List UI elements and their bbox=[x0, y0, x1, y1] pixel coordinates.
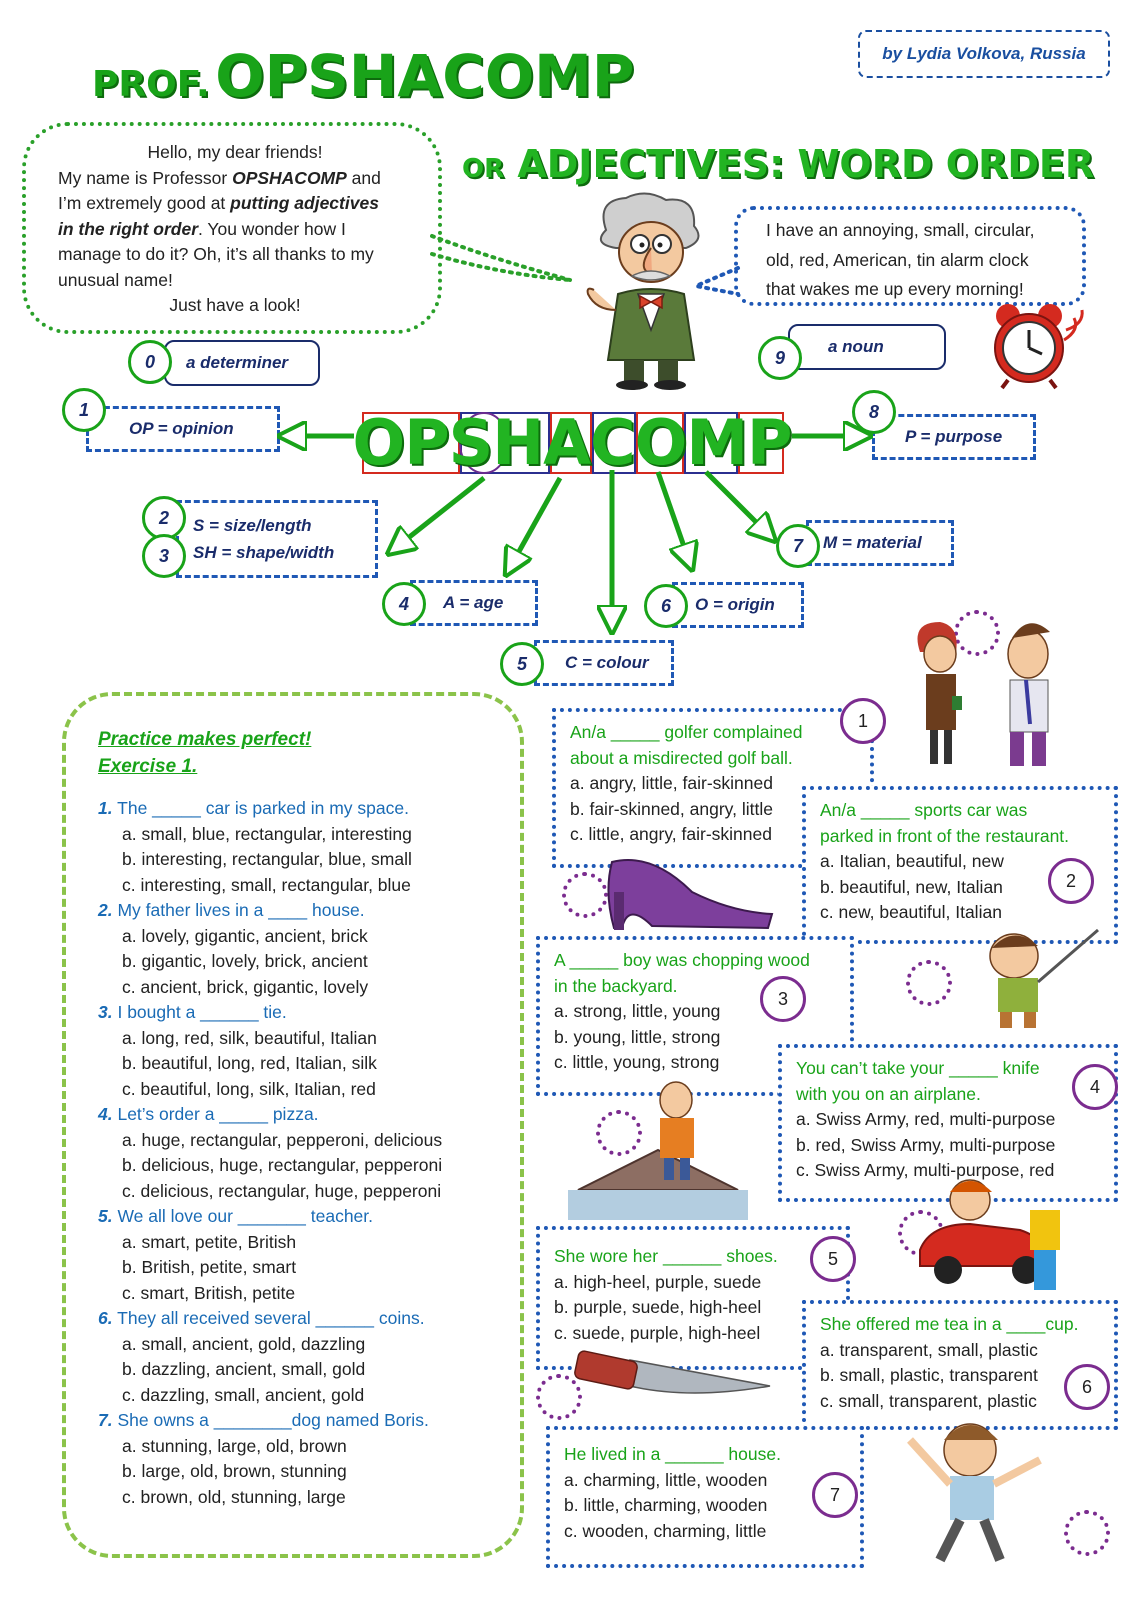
question-option[interactable]: b. delicious, huge, rectangular, pepperoni bbox=[122, 1155, 443, 1175]
author-credit: by Lydia Volkova, Russia bbox=[858, 30, 1110, 78]
practice-content bbox=[98, 726, 518, 1510]
card-num-1: 1 bbox=[840, 698, 886, 744]
alarm-clock-illustration bbox=[988, 300, 1088, 390]
card-num-3: 3 bbox=[760, 976, 806, 1022]
card-stem: You can’t take your _____ knife bbox=[796, 1058, 1040, 1078]
speech-line: that wakes me up every morning! bbox=[766, 279, 1024, 299]
question-option[interactable]: a. lovely, gigantic, ancient, brick bbox=[122, 925, 368, 946]
card-stem: in the backyard. bbox=[554, 975, 678, 996]
question-option[interactable]: c. delicious, rectangular, huge, pepperoni bbox=[122, 1180, 442, 1201]
scheme-label-age: A = age bbox=[410, 580, 538, 626]
question-4 bbox=[98, 1102, 518, 1128]
card-stem: An/a _____ golfer complained bbox=[570, 722, 803, 742]
speech-line: I have an annoying, small, circular, bbox=[766, 220, 1035, 240]
question-option[interactable]: c. brown, old, stunning, large bbox=[122, 1486, 346, 1507]
office-people-illustration bbox=[900, 612, 1080, 772]
card-num-6: 6 bbox=[1064, 1364, 1110, 1410]
subtitle-or: OR bbox=[462, 154, 505, 184]
question-1 bbox=[98, 796, 518, 822]
question-option[interactable]: b. dazzling, ancient, small, gold bbox=[122, 1359, 366, 1379]
exercise-title: Exercise 1. bbox=[98, 756, 198, 777]
question-option[interactable]: b. British, petite, smart bbox=[122, 1257, 297, 1277]
scheme-label-shape: SH = shape/width bbox=[193, 543, 335, 562]
page-subtitle bbox=[462, 142, 1094, 186]
card-num-7: 7 bbox=[812, 1472, 858, 1518]
question-option[interactable]: b. large, old, brown, stunning bbox=[122, 1461, 347, 1481]
question-3 bbox=[98, 1000, 518, 1026]
card-option: b. small, plastic, transparent bbox=[820, 1365, 1038, 1385]
card-option: c. little, angry, fair-skinned bbox=[570, 824, 772, 844]
question-option[interactable]: a. smart, petite, British bbox=[122, 1231, 297, 1252]
card-stem: A _____ boy was chopping wood bbox=[554, 950, 810, 970]
answer-circle-3[interactable] bbox=[906, 960, 952, 1006]
scheme-num-2: 2 bbox=[142, 496, 186, 540]
high-heel-shoe-illustration bbox=[592, 842, 782, 932]
scheme-label-opinion: OP = opinion bbox=[86, 406, 280, 452]
card-stem: parked in front of the restaurant. bbox=[820, 825, 1070, 846]
speech-tail-left bbox=[430, 228, 580, 288]
card-option: a. transparent, small, plastic bbox=[820, 1339, 1038, 1360]
card-option: b. purple, suede, high-heel bbox=[554, 1297, 762, 1317]
speech-bubble-professor bbox=[22, 122, 442, 334]
card-stem: He lived in a ______ house. bbox=[564, 1444, 781, 1464]
card-option: a. Italian, beautiful, new bbox=[820, 851, 1004, 871]
speech-line: old, red, American, tin alarm clock bbox=[766, 249, 1029, 270]
title-name: OPSHACOMP bbox=[215, 42, 635, 110]
question-6 bbox=[98, 1306, 518, 1332]
question-text: She owns a ________dog named Boris. bbox=[112, 1410, 429, 1430]
card-option: a. Swiss Army, red, multi-purpose bbox=[796, 1109, 1056, 1129]
scheme-num-4: 4 bbox=[382, 582, 426, 626]
question-option[interactable]: a. small, ancient, gold, dazzling bbox=[122, 1333, 366, 1354]
card-stem: An/a _____ sports car was bbox=[820, 800, 1028, 820]
question-text: We all love our _______ teacher. bbox=[112, 1206, 374, 1226]
question-option[interactable]: b. gigantic, lovely, brick, ancient bbox=[122, 951, 368, 971]
boy-jumping-illustration bbox=[880, 1400, 1070, 1570]
practice-title: Practice makes perfect! bbox=[98, 729, 312, 750]
scheme-center-word: OPSHACOMP bbox=[352, 405, 792, 479]
speech-line: unusual name! bbox=[58, 269, 173, 290]
card-option: c. wooden, charming, little bbox=[564, 1520, 767, 1541]
question-option[interactable]: c. ancient, brick, gigantic, lovely bbox=[122, 976, 369, 997]
knife-illustration bbox=[570, 1340, 780, 1410]
scheme-num-0: 0 bbox=[128, 340, 172, 384]
card-option: a. high-heel, purple, suede bbox=[554, 1271, 762, 1292]
card-option: b. fair-skinned, angry, little bbox=[570, 798, 773, 819]
title-prefix: PROF. bbox=[92, 64, 210, 105]
card-option: a. angry, little, fair-skinned bbox=[570, 773, 773, 793]
question-option[interactable]: c. interesting, small, rectangular, blue bbox=[122, 874, 411, 895]
card-stem: She offered me tea in a ____cup. bbox=[820, 1314, 1079, 1334]
scheme-arrows bbox=[0, 380, 1131, 640]
card-option: b. red, Swiss Army, multi-purpose bbox=[796, 1134, 1056, 1155]
question-list bbox=[98, 796, 518, 1510]
card-num-2: 2 bbox=[1048, 858, 1094, 904]
question-2 bbox=[98, 898, 518, 924]
card-num-5: 5 bbox=[810, 1236, 856, 1282]
scheme-num-7: 7 bbox=[776, 524, 820, 568]
scheme-num-5: 5 bbox=[500, 642, 544, 686]
question-text: They all received several ______ coins. bbox=[112, 1308, 425, 1328]
scheme-label-size: S = size/length bbox=[193, 516, 312, 535]
scheme-num-9: 9 bbox=[758, 336, 802, 380]
question-number: 2. bbox=[98, 900, 113, 920]
page-title bbox=[92, 42, 634, 110]
question-number: 3. bbox=[98, 1002, 113, 1022]
speech-line: Hello, my dear friends! bbox=[147, 142, 323, 162]
card-stem: with you on an airplane. bbox=[796, 1083, 981, 1104]
question-5 bbox=[98, 1204, 518, 1230]
question-option[interactable]: c. beautiful, long, silk, Italian, red bbox=[122, 1078, 376, 1099]
scheme-label-determiner: a determiner bbox=[164, 340, 320, 386]
question-number: 4. bbox=[98, 1104, 113, 1124]
card-option: a. strong, little, young bbox=[554, 1001, 721, 1021]
question-text: I bought a ______ tie. bbox=[112, 1002, 287, 1022]
question-text: Let’s order a _____ pizza. bbox=[112, 1104, 319, 1124]
golfer-illustration bbox=[958, 920, 1108, 1030]
question-number: 1. bbox=[98, 798, 113, 818]
card-option: c. Swiss Army, multi-purpose, red bbox=[796, 1160, 1055, 1180]
scheme-num-6: 6 bbox=[644, 584, 688, 628]
card-option: b. young, little, strong bbox=[554, 1026, 721, 1047]
question-number: 5. bbox=[98, 1206, 113, 1226]
professor-illustration bbox=[566, 190, 736, 390]
card-option: a. charming, little, wooden bbox=[564, 1469, 768, 1490]
sports-car-illustration bbox=[910, 1170, 1080, 1300]
scheme-label-origin: O = origin bbox=[672, 582, 804, 628]
question-option[interactable]: a. stunning, large, old, brown bbox=[122, 1435, 347, 1456]
card-option: c. suede, purple, high-heel bbox=[554, 1322, 761, 1343]
question-number: 6. bbox=[98, 1308, 113, 1328]
question-option[interactable]: c. smart, British, petite bbox=[122, 1282, 296, 1303]
scheme-label-material: M = material bbox=[806, 520, 954, 566]
scheme-label-purpose: P = purpose bbox=[872, 414, 1036, 460]
question-text: The _____ car is parked in my space. bbox=[112, 798, 409, 818]
question-7 bbox=[98, 1408, 518, 1434]
question-option[interactable]: a. small, blue, rectangular, interesting bbox=[122, 823, 412, 844]
speech-line: manage to do it? Oh, it’s all thanks to my bbox=[58, 244, 374, 264]
question-option[interactable]: b. interesting, rectangular, blue, small bbox=[122, 849, 412, 869]
scheme-label-noun: a noun bbox=[788, 324, 946, 370]
speech-line: My name is Professor OPSHACOMP and bbox=[58, 167, 381, 188]
card-stem: about a misdirected golf ball. bbox=[570, 747, 793, 768]
card-num-4: 4 bbox=[1072, 1064, 1118, 1110]
answer-circle-7[interactable] bbox=[1064, 1510, 1110, 1556]
speech-bubble-alarm-clock bbox=[734, 206, 1086, 306]
card-option: b. beautiful, new, Italian bbox=[820, 876, 1003, 897]
question-option[interactable]: b. beautiful, long, red, Italian, silk bbox=[122, 1053, 377, 1073]
scheme-num-8: 8 bbox=[852, 390, 896, 434]
card-option: b. little, charming, wooden bbox=[564, 1495, 768, 1515]
card-stem: She wore her ______ shoes. bbox=[554, 1246, 778, 1266]
scheme-num-3: 3 bbox=[142, 534, 186, 578]
speech-line: Just have a look! bbox=[169, 295, 301, 315]
question-option[interactable]: a. huge, rectangular, pepperoni, delicious bbox=[122, 1129, 443, 1150]
subtitle-text: ADJECTIVES: WORD ORDER bbox=[517, 142, 1095, 186]
scheme-label-colour: C = colour bbox=[534, 640, 674, 686]
question-option[interactable]: c. dazzling, small, ancient, gold bbox=[122, 1384, 365, 1405]
question-text: My father lives in a ____ house. bbox=[112, 900, 365, 920]
scheme-num-1: 1 bbox=[62, 388, 106, 432]
card-option: c. small, transparent, plastic bbox=[820, 1390, 1037, 1411]
speech-line: in the right order. You wonder how I bbox=[58, 218, 346, 239]
speech-line: I’m extremely good at putting adjectives bbox=[58, 193, 379, 213]
flood-roof-illustration bbox=[568, 1070, 748, 1220]
question-number: 7. bbox=[98, 1410, 113, 1430]
question-option[interactable]: a. long, red, silk, beautiful, Italian bbox=[122, 1027, 377, 1048]
card-option: c. little, young, strong bbox=[554, 1052, 720, 1072]
card-option: c. new, beautiful, Italian bbox=[820, 902, 1002, 922]
